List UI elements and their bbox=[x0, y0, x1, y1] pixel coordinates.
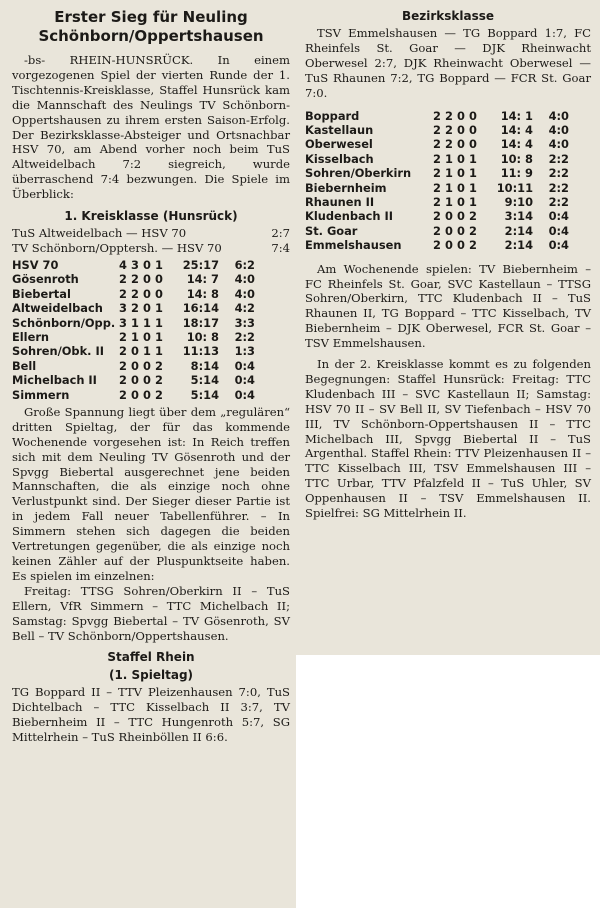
table-row bbox=[305, 166, 569, 180]
game-ratio: 2:14 bbox=[504, 223, 533, 238]
points: 0:4 bbox=[548, 238, 569, 253]
wins: 1 bbox=[445, 194, 453, 209]
standings-table-kreisklasse bbox=[12, 258, 255, 402]
team-name: Simmern bbox=[12, 387, 70, 402]
losses: 0 bbox=[469, 137, 477, 152]
points: 2:2 bbox=[548, 166, 569, 181]
wins: 3 bbox=[131, 257, 139, 272]
table-row bbox=[12, 359, 255, 373]
team-name: Sohren/Obk. II bbox=[12, 344, 104, 359]
wins: 0 bbox=[131, 358, 139, 373]
team-name: HSV 70 bbox=[12, 257, 59, 272]
game-ratio: 2:14 bbox=[504, 238, 533, 253]
team-name: Emmelshausen bbox=[305, 238, 402, 253]
team-name: Sohren/Oberkirn bbox=[305, 166, 412, 181]
games-played: 2 bbox=[433, 223, 441, 238]
intro-paragraph: -bs- RHEIN-HUNSRÜCK. In einem vorgezogenen Spiel der vierten Runde der 1. Tischtennis-Kreisklasse, Staffel Hunsrück kam die Mannschaft des Neulings TV Schönborn-Oppertshausen zu ihrem ersten Saison-Erfolg. Der Bezirksklasse-Absteiger und Ortsnachbar HSV 70, am Abend vorher noch beim TuS Altweidelbach 7:2 siegreich, wurde überraschend 7:4 bezwungen. Die Spiele im Überblick: bbox=[12, 53, 290, 202]
kreisklasse-2-paragraph: In der 2. Kreisklasse kommt es zu folgenden Begegnungen: Staffel Hunsrück: Freitag: TTC Kludenbach III – SVC Kastellaun II; Samstag: HSV 70 II – SV Bell II, SV Tiefenbach – HSV 70 III, TV Schönborn-Oppertshausen II – TTC Michelbach III, Spvgg Biebertal II – TuS Argenthal. Staffel Rhein: TTV Pleizenhausen II – TTC Kisselbach III, TSV Emmelshausen III – TTC Urbar, TTV Pfalzfeld II – TuS Uhler, SV Oppenhausen II – TSV Emmelshausen II. Spielfrei: SG Mittelrhein II. bbox=[305, 357, 591, 521]
draws: 0 bbox=[143, 257, 151, 272]
staffel-rhein-results: TG Boppard II – TTV Pleizenhausen 7:0, TuS Dichtelbach – TTC Kisselbach II 3:7, TV Biebernheim II – TTC Hungenroth 5:7, SG Mittelrhein – TuS Rheinböllen II 6:6. bbox=[12, 685, 290, 745]
table-row bbox=[305, 137, 569, 151]
wins: 2 bbox=[131, 272, 139, 287]
wins: 1 bbox=[445, 151, 453, 166]
results-list bbox=[12, 226, 290, 256]
wins: 0 bbox=[445, 238, 453, 253]
games-played: 3 bbox=[119, 315, 127, 330]
wins: 0 bbox=[131, 373, 139, 388]
points: 0:4 bbox=[234, 387, 255, 402]
team-name: Rhaunen II bbox=[305, 194, 375, 209]
points: 2:2 bbox=[548, 180, 569, 195]
game-ratio: 16:14 bbox=[182, 301, 219, 316]
headline-line-1: Erster Sieg für Neuling bbox=[54, 8, 248, 26]
team-name: Oberwesel bbox=[305, 137, 373, 152]
weekend-fixtures-paragraph: Am Wochenende spielen: TV Biebernheim – FC Rheinfels St. Goar, SVC Kastellaun – TTSG Sohren/Oberkirn, TTC Kludenbach II – TuS Rhaunen II, TG Boppard – TTC Kisselbach, TV Biebernheim – DJK Oberwesel, FCR St. Goar – TSV Emmelshausen. bbox=[305, 261, 591, 351]
wins: 2 bbox=[445, 122, 453, 137]
draws: 0 bbox=[143, 358, 151, 373]
wins: 2 bbox=[445, 108, 453, 123]
wins: 0 bbox=[445, 209, 453, 224]
section-title-bezirksklasse: Bezirksklasse bbox=[401, 9, 495, 23]
wins: 1 bbox=[131, 329, 139, 344]
wins: 1 bbox=[131, 315, 139, 330]
game-ratio: 14: 4 bbox=[500, 122, 533, 137]
team-name: Gösenroth bbox=[12, 272, 79, 287]
wins: 2 bbox=[131, 286, 139, 301]
points: 2:2 bbox=[548, 151, 569, 166]
table-row bbox=[305, 195, 569, 209]
table-row bbox=[305, 109, 569, 123]
points: 4:0 bbox=[548, 137, 569, 152]
draws: 1 bbox=[143, 315, 151, 330]
result-row bbox=[12, 241, 290, 256]
points: 4:2 bbox=[234, 301, 255, 316]
game-ratio: 14: 4 bbox=[500, 137, 533, 152]
games-played: 4 bbox=[119, 257, 127, 272]
draws: 0 bbox=[143, 286, 151, 301]
game-ratio: 5:14 bbox=[190, 387, 219, 402]
game-ratio: 11: 9 bbox=[500, 166, 533, 181]
game-ratio: 10: 8 bbox=[186, 329, 219, 344]
losses: 2 bbox=[469, 209, 477, 224]
wins: 1 bbox=[445, 166, 453, 181]
games-played: 2 bbox=[433, 238, 441, 253]
losses: 0 bbox=[155, 272, 163, 287]
games-played: 2 bbox=[433, 151, 441, 166]
table-row bbox=[305, 152, 569, 166]
points: 6:2 bbox=[234, 257, 255, 272]
games-played: 2 bbox=[119, 387, 127, 402]
table-row bbox=[305, 123, 569, 137]
table-row bbox=[12, 301, 255, 315]
table-row bbox=[305, 224, 569, 238]
team-name: Bell bbox=[12, 358, 37, 373]
games-played: 2 bbox=[433, 122, 441, 137]
game-ratio: 25:17 bbox=[182, 257, 219, 272]
games-played: 2 bbox=[119, 358, 127, 373]
table-row bbox=[12, 316, 255, 330]
result-match: TV Schönborn/Opptersh. — HSV 70 bbox=[12, 240, 222, 255]
draws: 0 bbox=[143, 373, 151, 388]
game-ratio: 11:13 bbox=[182, 344, 219, 359]
draws: 0 bbox=[457, 151, 465, 166]
fixtures-paragraph: Freitag: TTSG Sohren/Oberkirn II – TuS Ellern, VfR Simmern – TTC Michelbach II; Samstag: Spvgg Biebertal – TV Gösenroth, SV Bell – TV Schönborn/Oppertshausen. bbox=[12, 583, 290, 643]
points: 0:4 bbox=[548, 209, 569, 224]
draws: 0 bbox=[457, 238, 465, 253]
team-name: Biebertal bbox=[12, 286, 71, 301]
points: 4:0 bbox=[548, 108, 569, 123]
draws: 0 bbox=[457, 223, 465, 238]
game-ratio: 10: 8 bbox=[500, 151, 533, 166]
team-name: Michelbach II bbox=[12, 373, 97, 388]
points: 0:4 bbox=[234, 373, 255, 388]
points: 0:4 bbox=[234, 358, 255, 373]
games-played: 2 bbox=[433, 108, 441, 123]
games-played: 2 bbox=[119, 373, 127, 388]
wins: 0 bbox=[131, 344, 139, 359]
points: 0:4 bbox=[548, 223, 569, 238]
losses: 2 bbox=[469, 238, 477, 253]
losses: 1 bbox=[469, 194, 477, 209]
result-match: TuS Altweidelbach — HSV 70 bbox=[12, 226, 187, 241]
draws: 0 bbox=[143, 387, 151, 402]
team-name: Schönborn/Opp. bbox=[12, 315, 116, 330]
draws: 0 bbox=[457, 209, 465, 224]
team-name: St. Goar bbox=[305, 223, 358, 238]
points: 4:0 bbox=[234, 286, 255, 301]
wins: 2 bbox=[131, 301, 139, 316]
right-column bbox=[305, 8, 591, 521]
article-headline bbox=[12, 8, 290, 46]
game-ratio: 9:10 bbox=[504, 194, 533, 209]
points: 1:3 bbox=[234, 344, 255, 359]
game-ratio: 14: 7 bbox=[186, 272, 219, 287]
wins: 2 bbox=[445, 137, 453, 152]
games-played: 2 bbox=[433, 180, 441, 195]
preview-paragraph: Große Spannung liegt über dem „regulären“ dritten Spieltag, der für das kommende Wochenende vorgesehen ist: In Reich treffen sich mit dem Neuling TV Gösenroth und der Spvgg Biebertal ausgerechnet jene beiden Mannschaften, die als einzige noch ohne Verlustpunkt sind. Der Sieger dieser Partie ist in jedem Fall neuer Tabellenführer. – In Simmern stehen sich dagegen die beiden Vertretungen gegenüber, die als einzige noch keinen Zähler auf der Pluspunktseite haben. Es spielen im einzelnen: bbox=[12, 404, 290, 583]
wins: 0 bbox=[131, 387, 139, 402]
team-name: Kastellaun bbox=[305, 122, 374, 137]
headline-line-2: Schönborn/Oppertshausen bbox=[38, 27, 264, 45]
games-played: 2 bbox=[119, 286, 127, 301]
team-name: Boppard bbox=[305, 108, 360, 123]
losses: 2 bbox=[155, 373, 163, 388]
game-ratio: 14: 8 bbox=[186, 286, 219, 301]
wins: 0 bbox=[445, 223, 453, 238]
game-ratio: 10:11 bbox=[496, 180, 533, 195]
table-row bbox=[12, 388, 255, 402]
draws: 0 bbox=[457, 194, 465, 209]
left-column bbox=[12, 8, 290, 745]
team-name: Kludenbach II bbox=[305, 209, 393, 224]
draws: 0 bbox=[457, 122, 465, 137]
section-subtitle-spieltag: (1. Spieltag) bbox=[108, 668, 194, 683]
games-played: 2 bbox=[433, 194, 441, 209]
points: 4:0 bbox=[548, 122, 569, 137]
draws: 0 bbox=[457, 166, 465, 181]
game-ratio: 18:17 bbox=[182, 315, 219, 330]
games-played: 2 bbox=[433, 209, 441, 224]
standings-table-bezirksklasse bbox=[305, 109, 569, 253]
losses: 1 bbox=[155, 257, 163, 272]
losses: 0 bbox=[469, 108, 477, 123]
section-title-staffel-rhein: Staffel Rhein bbox=[107, 650, 195, 665]
losses: 1 bbox=[155, 329, 163, 344]
losses: 1 bbox=[155, 301, 163, 316]
games-played: 3 bbox=[119, 301, 127, 316]
draws: 0 bbox=[143, 301, 151, 316]
wins: 1 bbox=[445, 180, 453, 195]
result-score: 7:4 bbox=[271, 240, 290, 255]
team-name: Biebernheim bbox=[305, 180, 387, 195]
points: 2:2 bbox=[548, 194, 569, 209]
game-ratio: 3:14 bbox=[504, 209, 533, 224]
losses: 1 bbox=[469, 151, 477, 166]
draws: 1 bbox=[143, 344, 151, 359]
result-score: 2:7 bbox=[271, 226, 290, 241]
table-row bbox=[12, 330, 255, 344]
losses: 1 bbox=[469, 180, 477, 195]
game-ratio: 14: 1 bbox=[500, 108, 533, 123]
table-row bbox=[305, 181, 569, 195]
team-name: Altweidelbach bbox=[12, 301, 103, 316]
table-row bbox=[305, 209, 569, 223]
losses: 2 bbox=[469, 223, 477, 238]
table-row bbox=[12, 373, 255, 387]
games-played: 2 bbox=[119, 344, 127, 359]
games-played: 2 bbox=[433, 166, 441, 181]
points: 2:2 bbox=[234, 329, 255, 344]
losses: 1 bbox=[155, 315, 163, 330]
game-ratio: 8:14 bbox=[190, 358, 219, 373]
games-played: 2 bbox=[433, 137, 441, 152]
section-title-kreisklasse: 1. Kreisklasse (Hunsrück) bbox=[64, 209, 238, 224]
losses: 1 bbox=[155, 344, 163, 359]
draws: 0 bbox=[457, 180, 465, 195]
team-name: Ellern bbox=[12, 329, 50, 344]
table-row bbox=[12, 258, 255, 272]
table-row bbox=[12, 344, 255, 358]
losses: 2 bbox=[155, 358, 163, 373]
games-played: 2 bbox=[119, 272, 127, 287]
losses: 0 bbox=[155, 286, 163, 301]
games-played: 2 bbox=[119, 329, 127, 344]
draws: 0 bbox=[457, 137, 465, 152]
result-row bbox=[12, 226, 290, 241]
draws: 0 bbox=[143, 272, 151, 287]
losses: 1 bbox=[469, 166, 477, 181]
table-row bbox=[12, 272, 255, 286]
game-ratio: 5:14 bbox=[190, 373, 219, 388]
points: 3:3 bbox=[234, 315, 255, 330]
losses: 0 bbox=[469, 122, 477, 137]
bezirksklasse-results: TSV Emmelshausen — TG Boppard 1:7, FC Rheinfels St. Goar — DJK Rheinwacht Oberwesel 2:7, DJK Rheinwacht Oberwesel — TuS Rhaunen 7:2, TG Boppard — FCR St. Goar 7:0. bbox=[305, 26, 591, 100]
draws: 0 bbox=[143, 329, 151, 344]
losses: 2 bbox=[155, 387, 163, 402]
points: 4:0 bbox=[234, 272, 255, 287]
table-row bbox=[12, 287, 255, 301]
table-row bbox=[305, 238, 569, 252]
draws: 0 bbox=[457, 108, 465, 123]
team-name: Kisselbach bbox=[305, 151, 374, 166]
